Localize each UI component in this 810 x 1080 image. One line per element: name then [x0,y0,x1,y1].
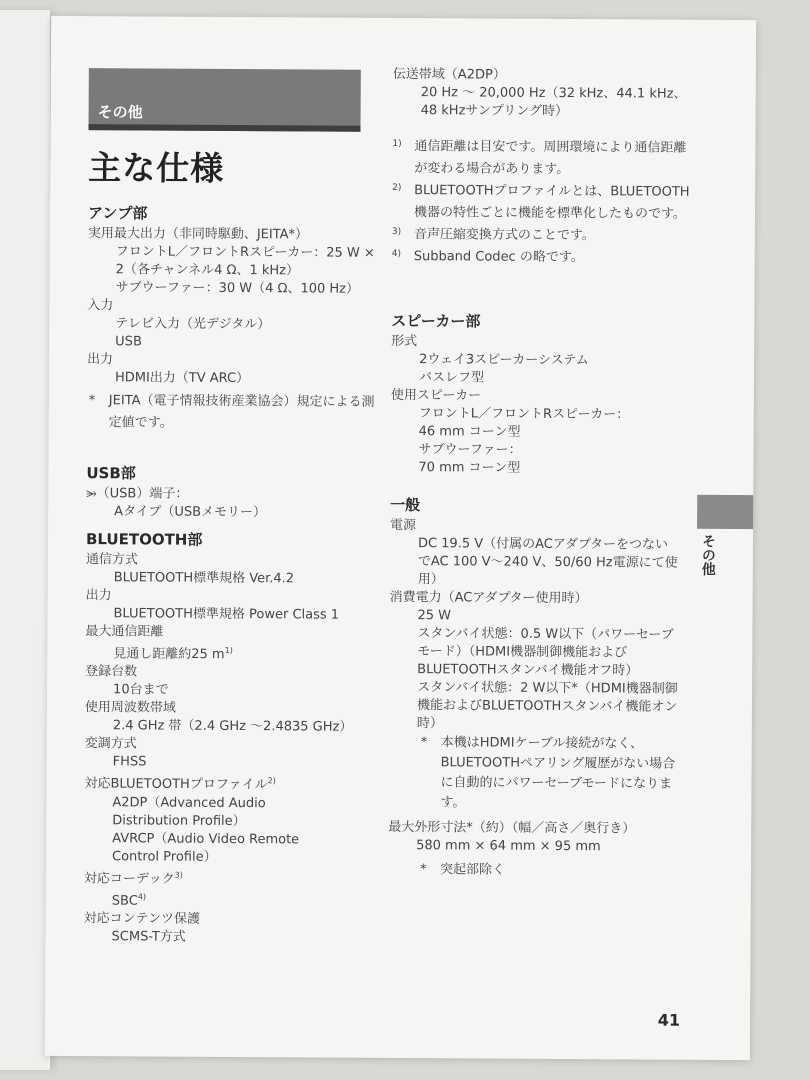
amp-note-text: JEITA（電子情報技術産業協会）規定による測定値です。 [108,393,375,431]
bt-content-label: 対応コンテンツ保護 [83,911,201,928]
power-label: 電源 [390,517,417,534]
amp-section [87,202,378,436]
bt-item-label: 登録台数 [85,664,138,680]
max-output-label: 実用最大出力（非同時駆動、JEITA*） [87,226,309,243]
side-tab-label: その他 [699,533,717,576]
bt-band-block [393,66,693,122]
standby-2: スタンバイ状態：2 W以下*（HDMI機器制御機能およびBLUETOOTHスタンバイ機能オン時） [416,680,678,732]
bt-item-value: 10台まで [113,682,169,698]
speaker-section [390,310,691,479]
speaker-form-value: 2ウェイ3スピーカーシステム [419,352,589,369]
bt-profile-value: AVRCP（Audio Video Remote [112,830,300,848]
bt-codec-label: 対応コーデック$^{3)}$ [83,870,183,887]
dimensions-note: * 突起部除く [419,862,506,878]
footnote: 3) 音声圧縮変換方式のことです。 [391,226,595,244]
speaker-used-value: 70 mm コーン型 [418,460,521,476]
footnote: 2) BLUETOOTHプロファイルとは、BLUETOOTH機器の特性ごとに機能を標準化したものです。 [392,182,690,222]
bt-item-label: 通信方式 [85,552,138,568]
page-number: 41 [657,1010,681,1030]
bt-band-label: 伝送帯域（A2DP） [392,66,506,83]
general-heading: 一般 [390,495,421,515]
bt-profile-value: A2DP（Advanced Audio [112,794,266,811]
bt-item-value: BLUETOOTH標準規格 Power Class 1 [113,606,340,623]
amp-heading: アンプ部 [87,204,148,223]
bt-item-value: 2.4 GHz 帯（2.4 GHz ～2.4835 GHz） [112,718,353,736]
speaker-used-label: 使用スピーカー [390,387,482,404]
output-value: HDMI出力（TV ARC） [114,370,250,387]
output-label: 出力 [87,352,114,368]
power-value: DC 19.5 V（付属のACアダプターをつないでAC 100 V～240 V、50/60 Hz電源にて使用） [417,536,678,588]
bt-item-label: 最大通信距離 [85,624,164,640]
speaker-used-value: サブウーファー： [418,442,522,458]
footnote: 1) 通信距離は目安です。周囲環境により通信距離が変わる場合があります。 [392,138,687,178]
consumption-label: 消費電力（ACアダプター使用時） [389,589,588,607]
usb-type: Aタイプ（USBメモリー） [114,504,267,521]
input-label: 入力 [87,298,114,314]
bt-item-label: 変調方式 [84,736,137,752]
usb-icon: ⭃ [86,486,97,502]
usb-terminal: ⭃（USB）端子： [86,486,189,502]
manual-page [45,16,756,1060]
bt-profile-value: Distribution Profile） [112,812,246,829]
input-value: テレビ入力（光デジタル） [115,316,271,333]
general-section [388,494,680,883]
right-column [388,18,693,878]
footnotes [392,136,693,270]
speaker-form-label: 形式 [391,333,418,350]
dimensions-value: 580 mm × 64 mm × 95 mm [416,838,601,855]
footnote: 4) Subband Codec の略です。 [391,248,584,266]
bluetooth-section [83,528,376,948]
bt-item-value: 見通し距離約25 $m^{1)}$ [113,645,233,663]
bt-item-label: 出力 [85,588,112,604]
standby-note: * 本機はHDMIケーブル接続がなく、BLUETOOTHペアリング履歴がない場合に自動的にパワーセーブモードになります。 [420,735,676,811]
bt-item-label: 使用周波数帯域 [84,700,177,716]
left-column [83,16,379,946]
amp-note: * JEITA（電子情報技術産業協会）規定による測定値です。 [88,393,375,431]
speaker-used-value: 46 mm コーン型 [418,424,521,440]
standby-1: スタンバイ状態：0.5 W以下（パワーセーブモード）（HDMI機器制御機能およびBLUETOOTHスタンバイ機能オフ時） [417,626,674,679]
consumption-value: 25 W [417,608,452,624]
dimensions-label: 最大外形寸法*（約）（幅／高さ／奥行き） [388,819,636,837]
speaker-used-value: フロントL／フロントRスピーカー： [418,406,630,423]
speaker-form-value: バスレフ型 [418,370,485,386]
previous-page-edge [0,10,51,1070]
max-output-sub: サブウーファー：30 W（4 Ω、100 Hz） [115,280,360,297]
bt-item-value: FHSS [112,754,147,770]
bt-band-value: 20 Hz ～ 20,000 Hz（32 kHz、44.1 kHz、48 kHzサンプリング時） [420,85,687,120]
section-header-label: その他 [97,103,143,122]
page-title: 主な仕様 [88,148,225,188]
section-header-band [88,68,360,132]
bt-profile-label: 対応BLUETOOTHプロファイル$^{2)}$ [84,776,276,793]
bt-codec-value: SBC$^{4)}$ [111,892,147,909]
side-tab-marker [697,495,753,529]
usb-heading: USB部 [86,464,136,483]
bt-item-value: BLUETOOTH標準規格 Ver.4.2 [113,570,295,587]
max-output-front: フロントL／フロントRスピーカー：25 W × 2（各チャンネル4 Ω、1 kHz） [115,244,375,279]
bluetooth-heading: BLUETOOTH部 [85,530,203,549]
input-value: USB [115,334,142,350]
bt-profile-value: Control Profile） [112,848,217,865]
bt-content-value: SCMS-T方式 [111,929,186,946]
speaker-heading: スピーカー部 [391,311,481,331]
usb-section [86,462,376,523]
